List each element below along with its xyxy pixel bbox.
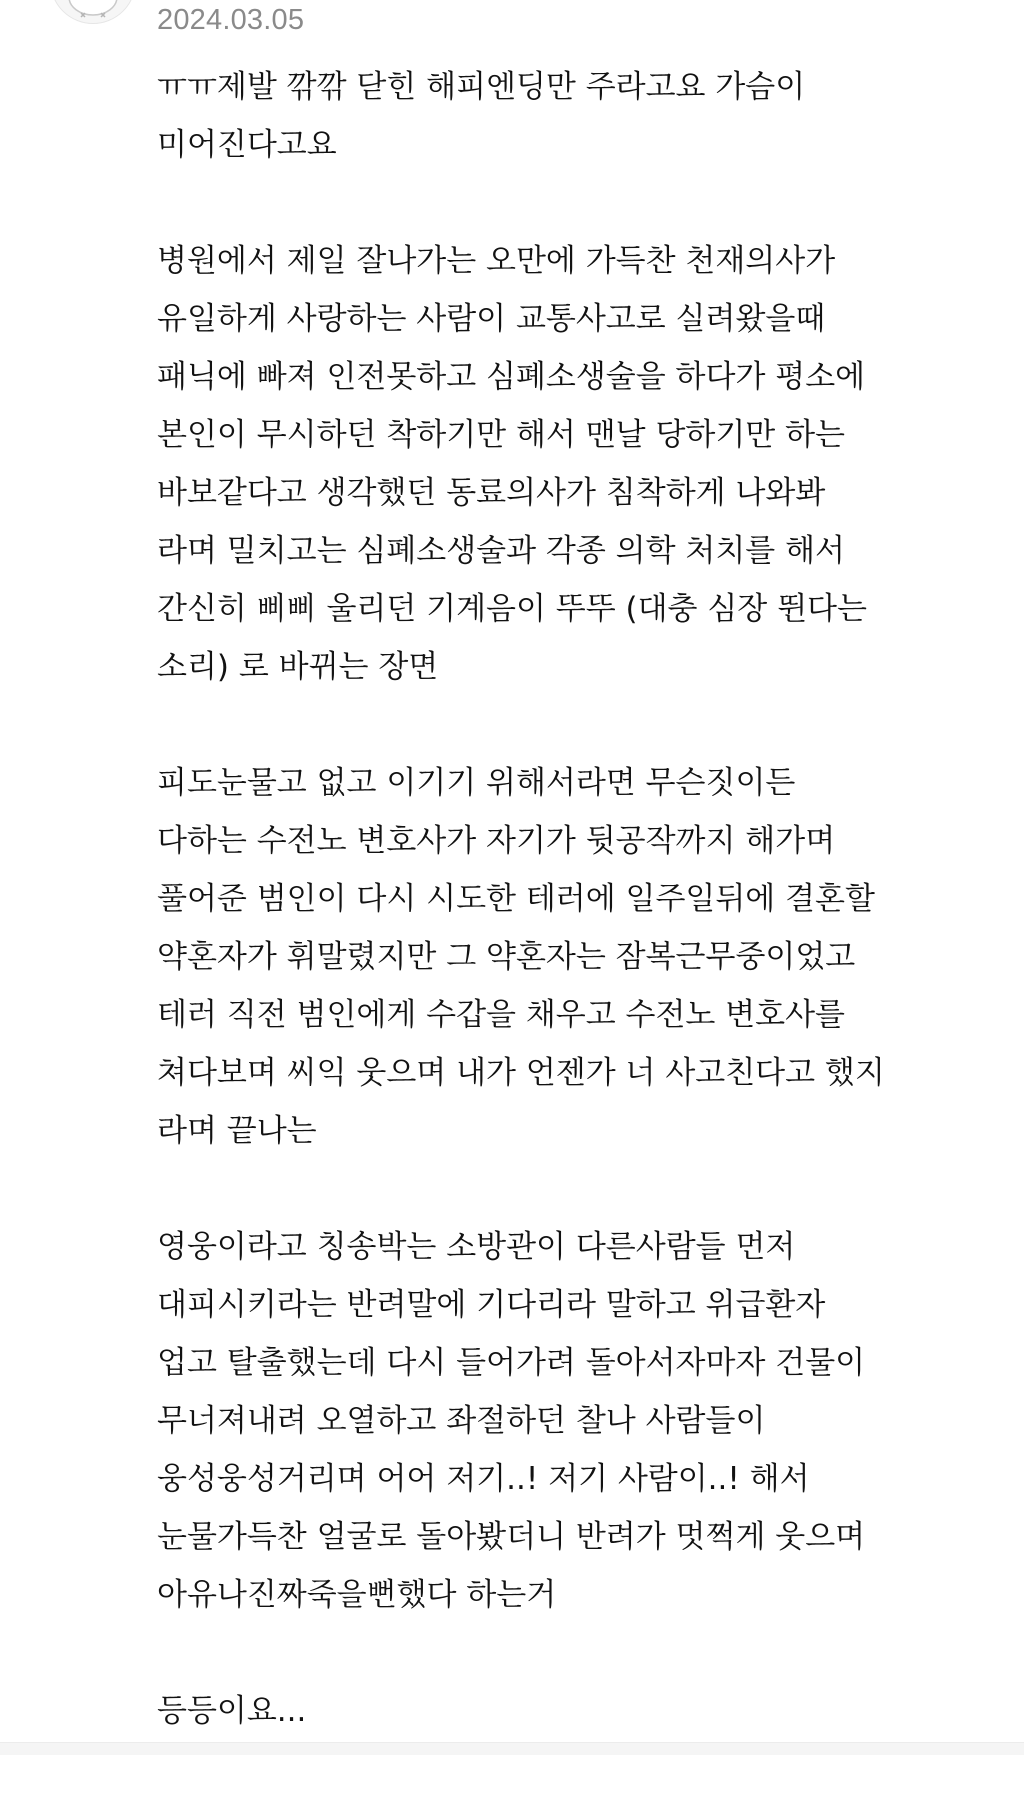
avatar[interactable] bbox=[50, 0, 136, 24]
text-line: 미어진다고요 bbox=[157, 127, 337, 163]
text-line: 간신히 삐삐 울리던 기계음이 뚜뚜 (대충 심장 뛴다는 bbox=[157, 591, 867, 627]
text-line: 소리) 로 바뀌는 장면 bbox=[157, 649, 439, 685]
text-line: 라며 끝나는 bbox=[157, 1113, 317, 1149]
text-line: 눈물가득찬 얼굴로 돌아봤더니 반려가 멋쩍게 웃으며 bbox=[157, 1519, 866, 1555]
paragraph bbox=[157, 1682, 1017, 1740]
avatar-character-icon bbox=[51, 0, 135, 23]
text-line: 테러 직전 범인에게 수갑을 채우고 수전노 변호사를 bbox=[157, 997, 845, 1033]
paragraph bbox=[157, 58, 1017, 174]
paragraph bbox=[157, 1218, 1017, 1624]
text-line: 풀어준 범인이 다시 시도한 테러에 일주일뒤에 결혼할 bbox=[157, 881, 875, 917]
text-line: 라며 밀치고는 심폐소생술과 각종 의학 처치를 해서 bbox=[157, 533, 845, 569]
text-line: 업고 탈출했는데 다시 들어가려 돌아서자마자 건물이 bbox=[157, 1345, 866, 1381]
text-line: 약혼자가 휘말렸지만 그 약혼자는 잠복근무중이었고 bbox=[157, 939, 856, 975]
paragraph bbox=[157, 232, 1017, 696]
text-line: 본인이 무시하던 착하기만 해서 맨날 당하기만 하는 bbox=[157, 417, 845, 453]
text-line: 영웅이라고 칭송박는 소방관이 다른사람들 먼저 bbox=[157, 1229, 796, 1265]
text-line: 패닉에 빠져 인전못하고 심폐소생술을 하다가 평소에 bbox=[157, 359, 866, 395]
text-line: 병원에서 제일 잘나가는 오만에 가득찬 천재의사가 bbox=[157, 243, 836, 279]
text-line: ㅠㅠ제발 깎깎 닫힌 해피엔딩만 주라고요 가슴이 bbox=[157, 69, 806, 105]
text-line: 아유나진짜죽을뻔했다 하는거 bbox=[157, 1577, 557, 1613]
divider bbox=[0, 1742, 1024, 1755]
text-line: 바보같다고 생각했던 동료의사가 침착하게 나와봐 bbox=[157, 475, 826, 511]
paragraph bbox=[157, 754, 1017, 1160]
comment-body bbox=[157, 58, 1017, 1798]
text-line: 쳐다보며 씨익 웃으며 내가 언젠가 너 사고친다고 했지 bbox=[157, 1055, 885, 1091]
text-line: 대피시키라는 반려말에 기다리라 말하고 위급환자 bbox=[157, 1287, 826, 1323]
text-line: 등등이요... bbox=[157, 1693, 307, 1729]
comment-date: 2024.03.05 bbox=[157, 4, 305, 36]
text-line: 유일하게 사랑하는 사람이 교통사고로 실려왔을때 bbox=[157, 301, 826, 337]
text-line: 피도눈물고 없고 이기기 위해서라면 무슨짓이든 bbox=[157, 765, 796, 801]
text-line: 무너져내려 오열하고 좌절하던 찰나 사람들이 bbox=[157, 1403, 766, 1439]
text-line: 웅성웅성거리며 어어 저기..! 저기 사람이..! 해서 bbox=[157, 1461, 810, 1497]
text-line: 다하는 수전노 변호사가 자기가 뒷공작까지 해가며 bbox=[157, 823, 836, 859]
